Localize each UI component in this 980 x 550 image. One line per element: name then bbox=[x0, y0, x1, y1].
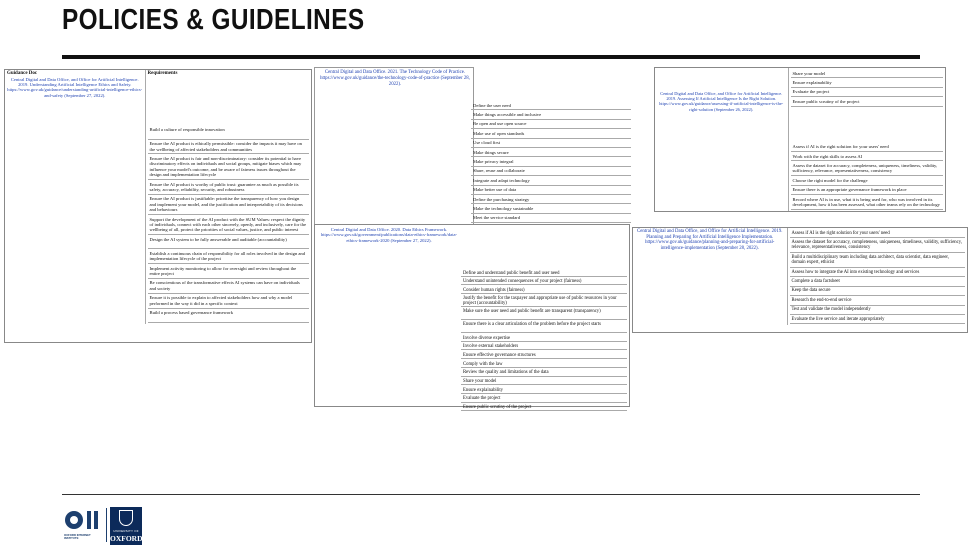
list-item: Implement activity monitoring to allow for oversight and review throughout the entire project bbox=[148, 264, 310, 279]
doc-ai-ethics-safety bbox=[4, 69, 312, 343]
list-item: Complete a data factsheet bbox=[790, 277, 966, 286]
list-item: Ensure public scrutiny of the project bbox=[461, 403, 627, 412]
list-item: Keep the data secure bbox=[790, 287, 966, 296]
list-item: Support the development of the AI product with the SUM Values: respect the dignity of individuals, connect with each other sincerely, openly, and inclusively, care for the wellbeing of all, protect the priorities of social values, justice, and public interest bbox=[148, 215, 310, 235]
list-item: Ensure the AI product is ethically permissible: consider the impacts it may have on the wellbeing of affected stakeholders and communities bbox=[148, 140, 310, 155]
oii-logo bbox=[64, 508, 102, 542]
list-item: Make privacy integral bbox=[471, 157, 631, 166]
list-item: Ensure there is an appropriate governance framework in place bbox=[791, 186, 944, 195]
list-item: Share, reuse and collaborate bbox=[471, 167, 631, 176]
list-item: Design the AI system to be fully answerable and auditable (accountability) bbox=[148, 235, 310, 249]
list-item: Ensure public scrutiny of the project bbox=[791, 97, 944, 106]
logo-separator bbox=[106, 508, 107, 542]
oxford-name: OXFORD bbox=[110, 534, 143, 543]
list-item: Work with the right skills to assess AI bbox=[791, 152, 944, 161]
list-item: Ensure explainability bbox=[461, 385, 627, 394]
list-item: Define and understand public benefit and user need bbox=[461, 268, 627, 277]
list-item: Build a multidisciplinary team including data architect, data scientist, data engineer, domain expert, ethicist bbox=[790, 253, 966, 268]
list-item: Ensure the AI product is worthy of public trust: guarantee as much as possible its safety, accuracy, reliability, security, and robustness bbox=[148, 180, 310, 195]
list-item: Build a process based governance framework bbox=[148, 309, 310, 323]
list-item: Understand unintended consequences of your project (fairness) bbox=[461, 277, 627, 286]
guidance-doc-header: Guidance Doc bbox=[7, 71, 38, 76]
list-item: Assess if AI is the right solution for your users' need bbox=[790, 229, 966, 238]
list-item: Be open and use open source bbox=[471, 120, 631, 129]
list-item: Assess how to integrate the AI into existing technology and services bbox=[790, 268, 966, 277]
list-item: Use cloud first bbox=[471, 139, 631, 148]
oxford-crest-icon bbox=[119, 510, 133, 526]
list-item: Evaluate the project bbox=[461, 394, 627, 403]
list-item: Ensure it is possible to explain to affected stakeholders how and why a model performed in the way it did in a specific context bbox=[148, 294, 310, 309]
doc-technology-code-of-practice bbox=[314, 67, 474, 227]
list-item: Share your model bbox=[461, 377, 627, 386]
list-item: Make things accessible and inclusive bbox=[471, 110, 631, 119]
footer-rule bbox=[62, 494, 920, 495]
doc-assessing-ai bbox=[654, 67, 946, 212]
oii-text: OXFORD INTERNET INSTITUTE bbox=[64, 533, 91, 541]
list-item: Share your model bbox=[791, 69, 944, 78]
citation-link[interactable]: Central Digital and Data Office, and Office for Artificial Intelligence. 2019. Planning and Preparing for Artificial Intelligence Implementation. https://www.gov.uk/guidance/planning-and-preparing-for-artificial-intelligence-implementation (September 28, 2022). bbox=[637, 229, 783, 251]
list-item: Define the user need bbox=[471, 101, 631, 110]
list-item: Make sure the user need and public benefit are transparent (transparency) bbox=[461, 307, 627, 320]
assessing-top-list bbox=[791, 69, 944, 107]
oxford-university-label: UNIVERSITY OF bbox=[113, 529, 139, 533]
list-item: Ensure explainability bbox=[791, 78, 944, 87]
list-item: Assess the dataset for accuracy, completeness, uniqueness, timeliness, validity, sufficiency, relevance, representativeness, consistency bbox=[790, 238, 966, 253]
doc-planning-ai-implementation bbox=[632, 227, 968, 333]
list-item: Test and validate the model independently bbox=[790, 306, 966, 315]
list-item: Ensure the AI product is justifiable: prioritise the transparency of how you design and implement your model, and the justification and interpretability of its decisions and behaviours bbox=[148, 195, 310, 215]
data-ethics-list bbox=[461, 268, 627, 411]
list-item: Assess if AI is the right solution for your users' need bbox=[791, 143, 944, 152]
list-item: Assess the dataset for accuracy, completeness, uniqueness, timeliness, validity, sufficiency, relevance, representativeness, consistency bbox=[791, 161, 944, 176]
list-item: Evaluate the live service and iterate appropriately bbox=[790, 315, 966, 324]
list-item: Choose the right model for the challenge bbox=[791, 176, 944, 185]
list-item: Research the end-to-end service bbox=[790, 296, 966, 305]
doc-data-ethics-framework bbox=[314, 224, 630, 411]
list-item: Build a culture of responsible innovation bbox=[148, 126, 310, 140]
list-item: Make the technology sustainable bbox=[471, 204, 631, 213]
list-item: Be conscientious of the transformative effects AI systems can have on individuals and society bbox=[148, 279, 310, 294]
assessing-list bbox=[791, 143, 944, 210]
list-item: Ensure effective governance structures bbox=[461, 350, 627, 359]
oii-mark-icon bbox=[64, 508, 102, 533]
title-rule bbox=[62, 55, 920, 59]
requirements-header: Requirements bbox=[147, 71, 178, 76]
list-item: Make use of open standards bbox=[471, 129, 631, 138]
list-item: Ensure the AI product is fair and non-discriminatory: consider its potential to have discriminatory effects on individuals and social groups, mitigate biases which may influence your model's outcome, and be aware of fairness issues throughout the design and implementation lifecycle bbox=[148, 154, 310, 180]
citation-link[interactable]: Central Digital and Data Office. 2021. The Technology Code of Practice. https://www.gov.uk/guidance/the-technology-code-of-practice (September 28, 2022). bbox=[320, 70, 470, 87]
list-item: Evaluate the project bbox=[791, 88, 944, 97]
list-item: Meet the service standard bbox=[471, 214, 631, 223]
list-item: Make things secure bbox=[471, 148, 631, 157]
list-item: Comply with the law bbox=[461, 359, 627, 368]
citation-link[interactable]: Central Digital and Data Office. 2020. Data Ethics Framework. https://www.gov.uk/government/publications/data-ethics-framework/data-ethics-framework-2020 (September 27, 2022). bbox=[320, 227, 458, 243]
list-item: Define the purchasing strategy bbox=[471, 195, 631, 204]
list-item: Integrate and adapt technology bbox=[471, 176, 631, 185]
list-item: Justify the benefit for the taxpayer and appropriate use of public resources in your project (accountability) bbox=[461, 294, 627, 307]
page-title: POLICIES & GUIDELINES bbox=[62, 4, 365, 36]
citation-link[interactable]: Central Digital and Data Office, and Office for Artificial Intelligence. 2019. Assessing If Artificial Intelligence Is the Right Solution. https://www.gov.uk/guidance/assessing-if-artificial-intelligence-is-the-right-solution (September 26, 2022). bbox=[659, 91, 784, 112]
code-of-practice-list bbox=[471, 101, 631, 223]
citation-link[interactable]: Central Digital and Data Office, and Office for Artificial Intelligence. 2019. Understanding Artificial Intelligence Ethics and Safety. https://www.gov.uk/guidance/understanding-artificial-intelligence-ethics-and-safety (September 27, 2022). bbox=[7, 76, 143, 98]
requirements-list bbox=[148, 126, 310, 323]
list-item: Consider human rights (fairness) bbox=[461, 285, 627, 294]
list-item: Make better use of data bbox=[471, 186, 631, 195]
list-item: Involve external stakeholders bbox=[461, 342, 627, 351]
list-item: Review the quality and limitations of the data bbox=[461, 368, 627, 377]
oxford-logo bbox=[110, 507, 142, 545]
list-item: Record where AI is in use, what it is being used for, who was involved in its development, how it has been assessed, what other teams rely on the technology bbox=[791, 195, 944, 210]
list-item: Ensure there is a clear articulation of the problem before the project starts bbox=[461, 320, 627, 333]
list-item: Involve diverse expertise bbox=[461, 333, 627, 342]
list-item: Establish a continuous chain of responsibility for all roles involved in the design and implementation lifecycle of the project bbox=[148, 249, 310, 264]
planning-list bbox=[790, 229, 966, 324]
